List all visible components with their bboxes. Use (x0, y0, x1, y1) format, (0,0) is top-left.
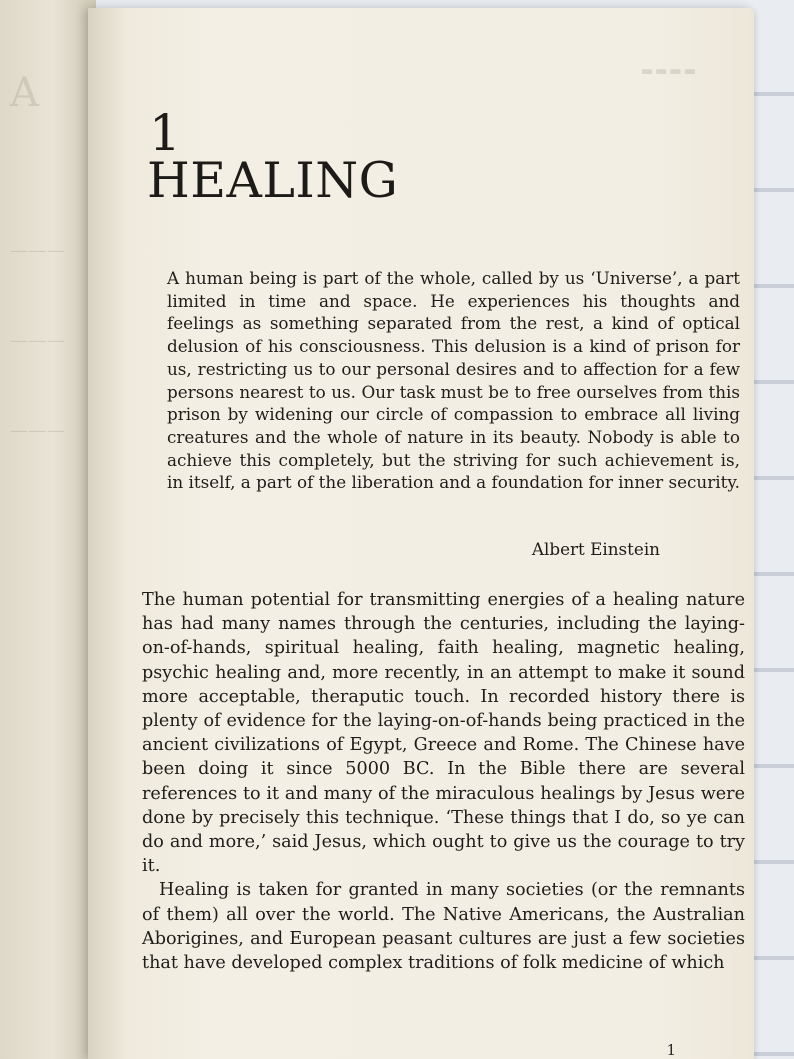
bleed-through-text: ——— (10, 330, 66, 351)
book-page (88, 8, 754, 1059)
bleed-through-text: ——— (10, 420, 66, 441)
epigraph (167, 267, 740, 494)
bleed-through-text: ——— (10, 240, 66, 261)
running-head-bleed: ▬▬▬▬ (640, 64, 698, 79)
epigraph-text: A human being is part of the whole, called by us ‘Universe’, a part limited in time and space. He experiences his thoughts and feelings as something separated from the rest, a kind of optical delusion of his consciousness. This delusion is a kind of prison for us, restricting us to our personal desires and to affection for a few persons nearest to us. Our task must be to free ourselves from this prison by widening our circle of compassion to embrace all living creatures and the whole of nature in its beauty. Nobody is able to achieve this completely, but the striving for such achievement is, in itself, a part of the liberation and a foundation for inner security. (167, 268, 740, 493)
body-paragraph: Healing is taken for granted in many societies (or the remnants of them) all over the world. The Native Americans, the Australian Aborigines, and European peasant cultures are just a few societies that have developed complex traditions of folk medicine of which (142, 880, 745, 974)
page-number: 1 (666, 1041, 676, 1059)
bleed-through-text: A (10, 70, 40, 116)
body-text (142, 588, 745, 975)
epigraph-attribution: Albert Einstein (531, 539, 660, 559)
body-paragraph: The human potential for transmitting energies of a healing nature has had many names through the centuries, including the laying-on-of-hands, spiritual healing, faith healing, magnetic healing, psychic healing and, more recently, in an attempt to make it sound more acceptable, theraputic touch. In recorded history there is plenty of evidence for the laying-on-of-hands being practiced in the ancient civilizations of Egypt, Greece and Rome. The Chinese have been doing it since 5000 BC. In the Bible there are several references to it and many of the miraculous healings by Jesus were done by precisely this technique. ‘These things that I do, so ye can do and more,’ said Jesus, which ought to give us the courage to try it. (142, 590, 745, 877)
previous-page (0, 0, 96, 1059)
chapter-number: 1 (149, 104, 181, 162)
chapter-title: HEALING (147, 152, 399, 209)
